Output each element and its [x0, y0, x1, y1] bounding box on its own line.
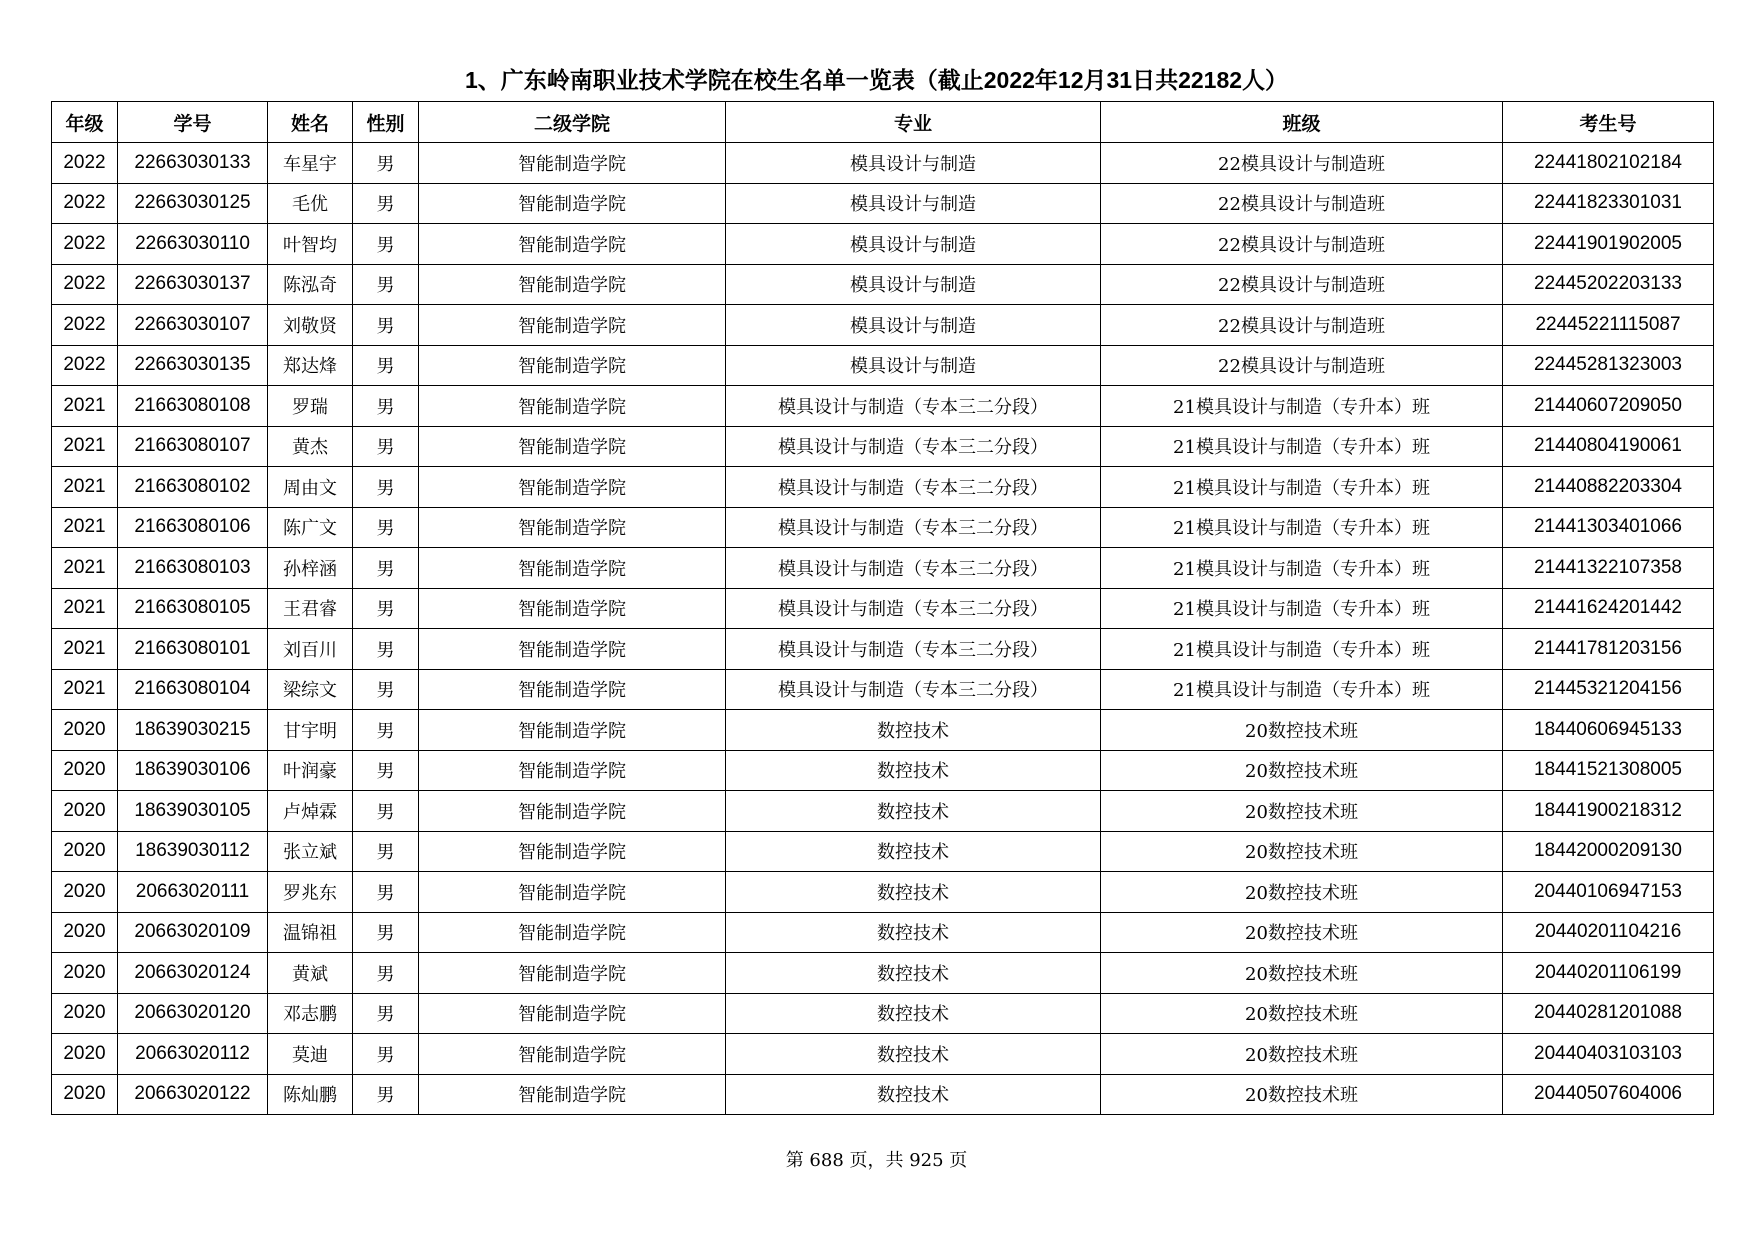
college-cell: 智能制造学院: [419, 507, 726, 548]
name-cell: 黄杰: [268, 426, 353, 467]
class-cell: 20数控技术班: [1101, 953, 1503, 994]
grade-cell: 2021: [52, 507, 118, 548]
table-row: [52, 1074, 1714, 1115]
header-college: 二级学院: [419, 102, 726, 143]
student-id-cell: 18639030112: [118, 831, 268, 872]
table-row: [52, 791, 1714, 832]
college-cell: 智能制造学院: [419, 953, 726, 994]
header-name: 姓名: [268, 102, 353, 143]
major-cell: 数控技术: [726, 993, 1101, 1034]
major-cell: 数控技术: [726, 831, 1101, 872]
gender-cell: 男: [353, 143, 419, 184]
name-cell: 郑达烽: [268, 345, 353, 386]
class-cell: 20数控技术班: [1101, 912, 1503, 953]
name-cell: 温锦祖: [268, 912, 353, 953]
gender-cell: 男: [353, 426, 419, 467]
class-cell: 20数控技术班: [1101, 872, 1503, 913]
college-cell: 智能制造学院: [419, 872, 726, 913]
class-cell: 22模具设计与制造班: [1101, 305, 1503, 346]
student-id-cell: 22663030125: [118, 183, 268, 224]
table-row: [52, 750, 1714, 791]
name-cell: 刘百川: [268, 629, 353, 670]
grade-cell: 2022: [52, 183, 118, 224]
student-id-cell: 21663080106: [118, 507, 268, 548]
class-cell: 20数控技术班: [1101, 831, 1503, 872]
student-id-cell: 20663020109: [118, 912, 268, 953]
college-cell: 智能制造学院: [419, 183, 726, 224]
class-cell: 21模具设计与制造（专升本）班: [1101, 386, 1503, 427]
college-cell: 智能制造学院: [419, 224, 726, 265]
name-cell: 叶智均: [268, 224, 353, 265]
class-cell: 21模具设计与制造（专升本）班: [1101, 588, 1503, 629]
gender-cell: 男: [353, 345, 419, 386]
exam-number-cell: 21441322107358: [1503, 548, 1714, 589]
grade-cell: 2020: [52, 791, 118, 832]
class-cell: 21模具设计与制造（专升本）班: [1101, 426, 1503, 467]
name-cell: 罗瑞: [268, 386, 353, 427]
college-cell: 智能制造学院: [419, 993, 726, 1034]
class-cell: 21模具设计与制造（专升本）班: [1101, 548, 1503, 589]
major-cell: 模具设计与制造（专本三二分段）: [726, 467, 1101, 508]
exam-number-cell: 18440606945133: [1503, 710, 1714, 751]
student-id-cell: 20663020111: [118, 872, 268, 913]
gender-cell: 男: [353, 183, 419, 224]
student-id-cell: 21663080104: [118, 669, 268, 710]
gender-cell: 男: [353, 791, 419, 832]
exam-number-cell: 22441802102184: [1503, 143, 1714, 184]
major-cell: 数控技术: [726, 1034, 1101, 1075]
exam-number-cell: 20440281201088: [1503, 993, 1714, 1034]
table-row: [52, 872, 1714, 913]
gender-cell: 男: [353, 1034, 419, 1075]
student-id-cell: 21663080105: [118, 588, 268, 629]
college-cell: 智能制造学院: [419, 467, 726, 508]
exam-number-cell: 21445321204156: [1503, 669, 1714, 710]
student-id-cell: 21663080108: [118, 386, 268, 427]
exam-number-cell: 20440106947153: [1503, 872, 1714, 913]
table-row: [52, 224, 1714, 265]
major-cell: 数控技术: [726, 912, 1101, 953]
header-class: 班级: [1101, 102, 1503, 143]
major-cell: 数控技术: [726, 750, 1101, 791]
page-number-footer: 第 688 页，共 925 页: [785, 1150, 968, 1171]
grade-cell: 2022: [52, 264, 118, 305]
gender-cell: 男: [353, 548, 419, 589]
exam-number-cell: 22445202203133: [1503, 264, 1714, 305]
exam-number-cell: 21440607209050: [1503, 386, 1714, 427]
table-row: [52, 1034, 1714, 1075]
class-cell: 20数控技术班: [1101, 1034, 1503, 1075]
college-cell: 智能制造学院: [419, 831, 726, 872]
gender-cell: 男: [353, 386, 419, 427]
student-id-cell: 20663020124: [118, 953, 268, 994]
grade-cell: 2021: [52, 548, 118, 589]
table-row: [52, 264, 1714, 305]
table-row: [52, 426, 1714, 467]
grade-cell: 2020: [52, 993, 118, 1034]
grade-cell: 2021: [52, 588, 118, 629]
gender-cell: 男: [353, 831, 419, 872]
exam-number-cell: 21440882203304: [1503, 467, 1714, 508]
exam-number-cell: 21440804190061: [1503, 426, 1714, 467]
student-id-cell: 21663080107: [118, 426, 268, 467]
grade-cell: 2022: [52, 143, 118, 184]
student-id-cell: 20663020112: [118, 1034, 268, 1075]
name-cell: 刘敬贤: [268, 305, 353, 346]
major-cell: 模具设计与制造: [726, 183, 1101, 224]
grade-cell: 2022: [52, 224, 118, 265]
college-cell: 智能制造学院: [419, 629, 726, 670]
college-cell: 智能制造学院: [419, 750, 726, 791]
grade-cell: 2021: [52, 386, 118, 427]
grade-cell: 2021: [52, 426, 118, 467]
table-row: [52, 305, 1714, 346]
major-cell: 数控技术: [726, 1074, 1101, 1115]
name-cell: 黄斌: [268, 953, 353, 994]
exam-number-cell: 22445221115087: [1503, 305, 1714, 346]
class-cell: 20数控技术班: [1101, 791, 1503, 832]
table-row: [52, 345, 1714, 386]
table-row: [52, 588, 1714, 629]
exam-number-cell: 22441901902005: [1503, 224, 1714, 265]
gender-cell: 男: [353, 750, 419, 791]
exam-number-cell: 21441781203156: [1503, 629, 1714, 670]
college-cell: 智能制造学院: [419, 1074, 726, 1115]
gender-cell: 男: [353, 588, 419, 629]
name-cell: 陈广文: [268, 507, 353, 548]
grade-cell: 2020: [52, 953, 118, 994]
table-row: [52, 912, 1714, 953]
college-cell: 智能制造学院: [419, 264, 726, 305]
exam-number-cell: 20440507604006: [1503, 1074, 1714, 1115]
header-grade: 年级: [52, 102, 118, 143]
exam-number-cell: 21441303401066: [1503, 507, 1714, 548]
name-cell: 陈灿鹏: [268, 1074, 353, 1115]
name-cell: 卢焯霖: [268, 791, 353, 832]
gender-cell: 男: [353, 912, 419, 953]
student-id-cell: 20663020120: [118, 993, 268, 1034]
student-id-cell: 18639030105: [118, 791, 268, 832]
name-cell: 张立斌: [268, 831, 353, 872]
college-cell: 智能制造学院: [419, 426, 726, 467]
major-cell: 模具设计与制造: [726, 345, 1101, 386]
college-cell: 智能制造学院: [419, 669, 726, 710]
name-cell: 邓志鹏: [268, 993, 353, 1034]
class-cell: 21模具设计与制造（专升本）班: [1101, 669, 1503, 710]
student-id-cell: 18639030106: [118, 750, 268, 791]
exam-number-cell: 20440403103103: [1503, 1034, 1714, 1075]
table-row: [52, 548, 1714, 589]
gender-cell: 男: [353, 710, 419, 751]
exam-number-cell: 22441823301031: [1503, 183, 1714, 224]
table-row: [52, 467, 1714, 508]
student-roster-table: [51, 101, 1714, 1115]
college-cell: 智能制造学院: [419, 791, 726, 832]
student-id-cell: 18639030215: [118, 710, 268, 751]
header-student-id: 学号: [118, 102, 268, 143]
table-row: [52, 507, 1714, 548]
class-cell: 22模具设计与制造班: [1101, 345, 1503, 386]
major-cell: 模具设计与制造（专本三二分段）: [726, 629, 1101, 670]
gender-cell: 男: [353, 467, 419, 508]
class-cell: 21模具设计与制造（专升本）班: [1101, 629, 1503, 670]
student-id-cell: 22663030110: [118, 224, 268, 265]
name-cell: 梁综文: [268, 669, 353, 710]
major-cell: 模具设计与制造: [726, 224, 1101, 265]
name-cell: 车星宇: [268, 143, 353, 184]
major-cell: 模具设计与制造（专本三二分段）: [726, 426, 1101, 467]
student-id-cell: 21663080102: [118, 467, 268, 508]
class-cell: 21模具设计与制造（专升本）班: [1101, 507, 1503, 548]
gender-cell: 男: [353, 669, 419, 710]
student-id-cell: 22663030135: [118, 345, 268, 386]
major-cell: 模具设计与制造: [726, 143, 1101, 184]
gender-cell: 男: [353, 872, 419, 913]
student-id-cell: 20663020122: [118, 1074, 268, 1115]
major-cell: 数控技术: [726, 872, 1101, 913]
major-cell: 数控技术: [726, 791, 1101, 832]
student-id-cell: 22663030137: [118, 264, 268, 305]
major-cell: 模具设计与制造（专本三二分段）: [726, 669, 1101, 710]
college-cell: 智能制造学院: [419, 1034, 726, 1075]
exam-number-cell: 20440201104216: [1503, 912, 1714, 953]
major-cell: 模具设计与制造: [726, 305, 1101, 346]
gender-cell: 男: [353, 224, 419, 265]
name-cell: 孙梓涵: [268, 548, 353, 589]
college-cell: 智能制造学院: [419, 305, 726, 346]
grade-cell: 2020: [52, 710, 118, 751]
exam-number-cell: 21441624201442: [1503, 588, 1714, 629]
major-cell: 模具设计与制造（专本三二分段）: [726, 548, 1101, 589]
grade-cell: 2022: [52, 345, 118, 386]
table-row: [52, 386, 1714, 427]
grade-cell: 2020: [52, 831, 118, 872]
class-cell: 20数控技术班: [1101, 1074, 1503, 1115]
grade-cell: 2021: [52, 467, 118, 508]
college-cell: 智能制造学院: [419, 912, 726, 953]
gender-cell: 男: [353, 993, 419, 1034]
name-cell: 罗兆东: [268, 872, 353, 913]
table-header-row: [52, 102, 1714, 143]
class-cell: 20数控技术班: [1101, 710, 1503, 751]
name-cell: 王君睿: [268, 588, 353, 629]
table-row: [52, 669, 1714, 710]
table-row: [52, 143, 1714, 184]
gender-cell: 男: [353, 629, 419, 670]
exam-number-cell: 18441900218312: [1503, 791, 1714, 832]
gender-cell: 男: [353, 264, 419, 305]
student-id-cell: 22663030133: [118, 143, 268, 184]
college-cell: 智能制造学院: [419, 345, 726, 386]
name-cell: 莫迪: [268, 1034, 353, 1075]
major-cell: 数控技术: [726, 953, 1101, 994]
name-cell: 叶润豪: [268, 750, 353, 791]
class-cell: 21模具设计与制造（专升本）班: [1101, 467, 1503, 508]
exam-number-cell: 20440201106199: [1503, 953, 1714, 994]
student-id-cell: 22663030107: [118, 305, 268, 346]
class-cell: 22模具设计与制造班: [1101, 143, 1503, 184]
college-cell: 智能制造学院: [419, 143, 726, 184]
name-cell: 周由文: [268, 467, 353, 508]
college-cell: 智能制造学院: [419, 710, 726, 751]
grade-cell: 2021: [52, 669, 118, 710]
grade-cell: 2020: [52, 872, 118, 913]
class-cell: 20数控技术班: [1101, 993, 1503, 1034]
major-cell: 数控技术: [726, 710, 1101, 751]
exam-number-cell: 18442000209130: [1503, 831, 1714, 872]
grade-cell: 2021: [52, 629, 118, 670]
grade-cell: 2020: [52, 912, 118, 953]
grade-cell: 2020: [52, 750, 118, 791]
gender-cell: 男: [353, 305, 419, 346]
student-id-cell: 21663080101: [118, 629, 268, 670]
gender-cell: 男: [353, 507, 419, 548]
class-cell: 22模具设计与制造班: [1101, 183, 1503, 224]
table-row: [52, 183, 1714, 224]
grade-cell: 2020: [52, 1074, 118, 1115]
college-cell: 智能制造学院: [419, 548, 726, 589]
grade-cell: 2020: [52, 1034, 118, 1075]
table-row: [52, 953, 1714, 994]
college-cell: 智能制造学院: [419, 588, 726, 629]
table-row: [52, 993, 1714, 1034]
major-cell: 模具设计与制造（专本三二分段）: [726, 386, 1101, 427]
student-id-cell: 21663080103: [118, 548, 268, 589]
class-cell: 22模具设计与制造班: [1101, 264, 1503, 305]
gender-cell: 男: [353, 1074, 419, 1115]
grade-cell: 2022: [52, 305, 118, 346]
name-cell: 陈泓奇: [268, 264, 353, 305]
table-row: [52, 710, 1714, 751]
table-row: [52, 831, 1714, 872]
document-title: 1、广东岭南职业技术学院在校生名单一览表（截止2022年12月31日共22182人）: [464, 67, 1289, 93]
name-cell: 毛优: [268, 183, 353, 224]
exam-number-cell: 22445281323003: [1503, 345, 1714, 386]
name-cell: 甘宇明: [268, 710, 353, 751]
major-cell: 模具设计与制造: [726, 264, 1101, 305]
gender-cell: 男: [353, 953, 419, 994]
class-cell: 22模具设计与制造班: [1101, 224, 1503, 265]
header-gender: 性别: [353, 102, 419, 143]
major-cell: 模具设计与制造（专本三二分段）: [726, 588, 1101, 629]
header-exam-number: 考生号: [1503, 102, 1714, 143]
class-cell: 20数控技术班: [1101, 750, 1503, 791]
major-cell: 模具设计与制造（专本三二分段）: [726, 507, 1101, 548]
header-major: 专业: [726, 102, 1101, 143]
exam-number-cell: 18441521308005: [1503, 750, 1714, 791]
college-cell: 智能制造学院: [419, 386, 726, 427]
table-row: [52, 629, 1714, 670]
